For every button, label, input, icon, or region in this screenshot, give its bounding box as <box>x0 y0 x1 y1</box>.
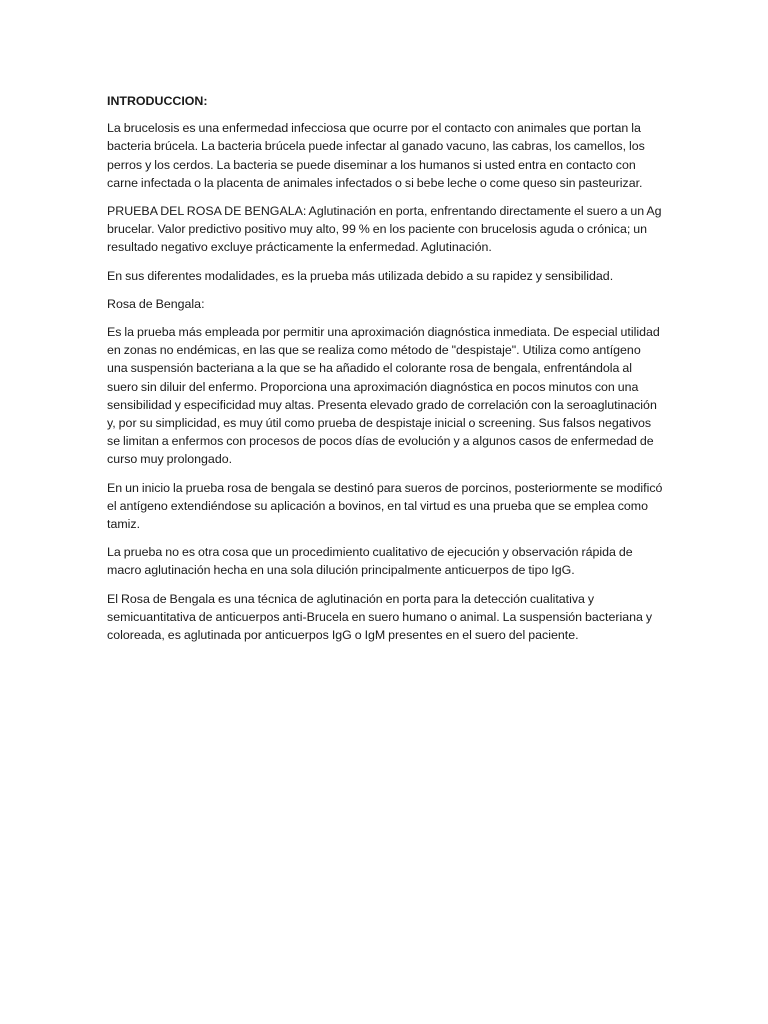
paragraph-inicio-prueba: En un inicio la prueba rosa de bengala se destinó para sueros de porcinos, posteriormente se modificó el antígeno extendiéndose su aplicación a bovinos, en tal virtud es una prueba que se emplea como tamiz. <box>107 480 663 532</box>
paragraph-rosa-bengala-label: Rosa de Bengala: <box>107 296 205 311</box>
paragraph-modalidades: En sus diferentes modalidades, es la prueba más utilizada debido a su rapidez y sensibilidad. <box>107 268 614 283</box>
paragraph-procedimiento-cualitativo: La prueba no es otra cosa que un procedimiento cualitativo de ejecución y observación rápida de macro aglutinación hecha en una sola dilución principalmente anticuerpos de tipo IgG. <box>107 545 633 578</box>
paragraph-prueba-empleada: Es la prueba más empleada por permitir una aproximación diagnóstica inmediata. De especial utilidad en zonas no endémicas, en las que se realiza como método de "despistaje". Utiliza como antígeno una suspensión bacteriana a la que se ha añadido el colorante rosa de bengala, enfrentándola al suero sin diluir del enfermo. Proporciona una aproximación diagnóstica en pocos minutos con una sensibilidad y especificidad muy altas. Presenta elevado grado de correlación con la seroaglutinación y, por su simplicidad, es muy útil como prueba de despistaje inicial o screening. Sus falsos negativos se limitan a enfermos con procesos de pocos días de evolución y a algunos casos de enfermedad de curso muy prolongado. <box>107 325 660 467</box>
document-page <box>107 92 663 654</box>
document-heading: INTRODUCCION: <box>107 94 208 108</box>
paragraph-tecnica-aglutinacion: El Rosa de Bengala es una técnica de aglutinación en porta para la detección cualitativa y semicuantitativa de anticuerpos anti-Brucela en suero humano o animal. La suspensión bacteriana y coloreada, es aglutinada por anticuerpos IgG o IgM presentes en el suero del paciente. <box>107 591 653 643</box>
paragraph-prueba-rosa-bengala: PRUEBA DEL ROSA DE BENGALA: Aglutinación en porta, enfrentando directamente el suero a un Ag brucelar. Valor predictivo positivo muy alto, 99 % en los paciente con brucelosis aguda o crónica; un resultado negativo excluye prácticamente la enfermedad. Aglutinación. <box>107 204 662 255</box>
paragraph-brucelosis-intro: La brucelosis es una enfermedad infecciosa que ocurre por el contacto con animales que portan la bacteria brúcela. La bacteria brúcela puede infectar al ganado vacuno, las cabras, los camellos, los perros y los cerdos. La bacteria se puede diseminar a los humanos si usted entra en contacto con carne infectada o la placenta de animales infectados o si bebe leche o come queso sin pasteurizar. <box>107 121 645 190</box>
